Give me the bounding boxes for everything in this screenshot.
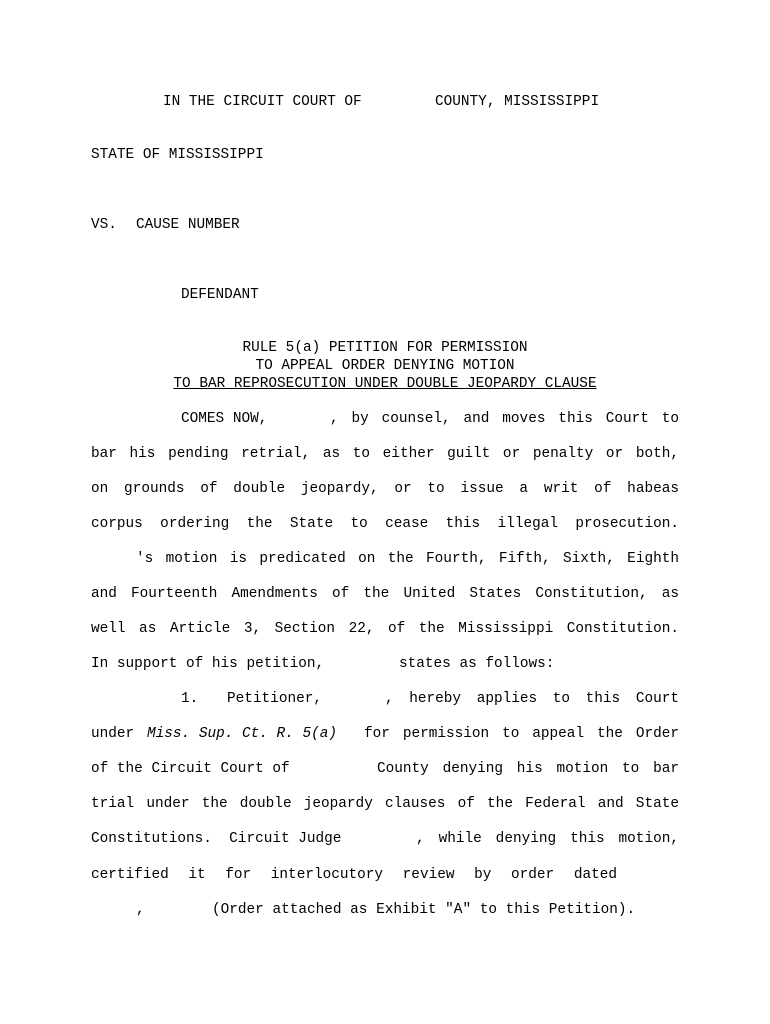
p1-line-2: bar his pending retrial, as to either guilt or penalty or both, xyxy=(91,446,679,462)
p2-line-5-end: , while denying this motion, xyxy=(416,831,679,847)
p2-line-5-start: Constitutions. Circuit Judge xyxy=(91,831,342,847)
plaintiff-name: STATE OF MISSISSIPPI xyxy=(91,147,264,163)
p1-line-4: corpus ordering the State to cease this illegal prosecution. xyxy=(91,516,679,532)
p1-line-1-end: , by counsel, and moves this Court to xyxy=(330,411,679,427)
p2-line-7-start: , xyxy=(136,902,145,918)
p1-line-3: on grounds of double jeopardy, or to issue a writ of habeas xyxy=(91,481,679,497)
p2-line-7-end: (Order attached as Exhibit "A" to this Petition). xyxy=(212,902,636,918)
title-line-1: RULE 5(a) PETITION FOR PERMISSION xyxy=(242,340,528,356)
title-line-3: TO BAR REPROSECUTION UNDER DOUBLE JEOPARDY CLAUSE xyxy=(173,376,597,392)
p2-number: 1. xyxy=(181,691,199,707)
rule-citation-text: Miss. Sup. Ct. R. 5(a) xyxy=(147,726,337,742)
defendant-label: DEFENDANT xyxy=(181,287,259,303)
p2-line-3-end: County denying his motion to bar xyxy=(377,761,679,777)
p2-line-1-start: Petitioner, xyxy=(227,691,322,707)
p1-line-7: well as Article 3, Section 22, of the Mississippi Constitution. xyxy=(91,621,679,637)
p2-line-3-start: of the Circuit Court of xyxy=(91,761,290,777)
p2-line-4: trial under the double jeopardy clauses of the Federal and State xyxy=(91,796,679,812)
court-heading-prefix: IN THE CIRCUIT COURT OF xyxy=(163,94,362,110)
p2-line-2-end: for permission to appeal the Order xyxy=(364,726,679,742)
versus-label: VS. xyxy=(91,217,117,233)
cause-number-label: CAUSE NUMBER xyxy=(136,217,240,233)
p1-line-5: 's motion is predicated on the Fourth, Fifth, Sixth, Eighth xyxy=(136,551,679,567)
p2-line-1-end: , hereby applies to this Court xyxy=(385,691,679,707)
rule-citation xyxy=(147,725,337,743)
p1-line-8-start: In support of his petition, xyxy=(91,656,325,672)
p2-line-2-start: under xyxy=(91,726,135,742)
p2-line-6: certified it for interlocutory review by order dated xyxy=(91,867,617,883)
p1-line-6: and Fourteenth Amendments of the United States Constitution, as xyxy=(91,586,679,602)
court-heading-suffix: COUNTY, MISSISSIPPI xyxy=(435,94,600,110)
title-line-2: TO APPEAL ORDER DENYING MOTION xyxy=(255,358,515,374)
p1-line-1-start: COMES NOW, xyxy=(181,411,268,427)
p1-line-8-end: states as follows: xyxy=(399,656,555,672)
